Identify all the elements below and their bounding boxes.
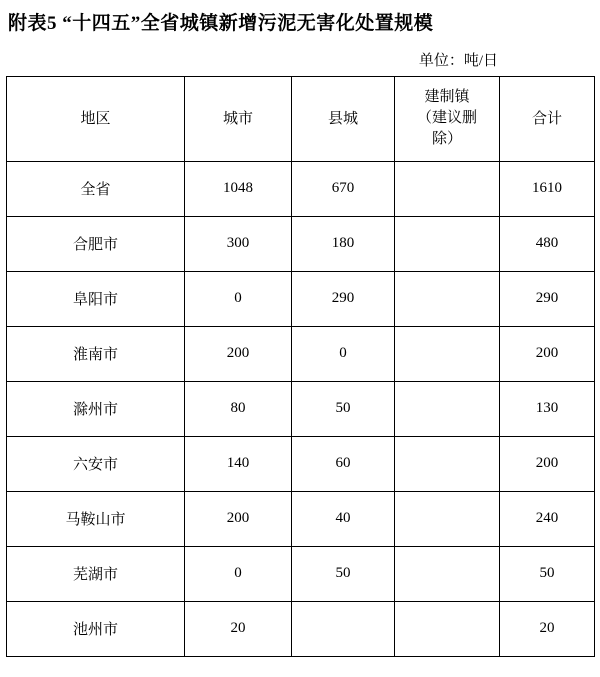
column-header-town [395,76,500,161]
cell-region: 六安市 [7,436,185,491]
table-row [7,436,595,491]
cell-county: 180 [292,216,395,271]
cell-total: 240 [500,491,595,546]
cell-county [292,601,395,656]
cell-town [395,436,500,491]
table-row [7,271,595,326]
cell-total: 480 [500,216,595,271]
column-header-city: 城市 [185,76,292,161]
cell-city: 0 [185,271,292,326]
sludge-capacity-table [6,76,595,657]
cell-region: 池州市 [7,601,185,656]
cell-county: 50 [292,381,395,436]
cell-county: 670 [292,161,395,216]
table-row [7,601,595,656]
table-row [7,491,595,546]
table-row [7,326,595,381]
column-header-total: 合计 [500,76,595,161]
column-header-town-line-1: 建制镇 [424,89,470,106]
cell-total: 130 [500,381,595,436]
cell-town [395,601,500,656]
cell-region: 马鞍山市 [7,491,185,546]
cell-region: 淮南市 [7,326,185,381]
cell-region: 滁州市 [7,381,185,436]
table-body [7,161,595,656]
cell-region: 全省 [7,161,185,216]
table-row [7,216,595,271]
cell-town [395,491,500,546]
cell-total: 200 [500,436,595,491]
table-row [7,161,595,216]
unit-note: 单位：吨/日 [418,52,498,69]
cell-county: 290 [292,271,395,326]
cell-total: 50 [500,546,595,601]
column-header-town-line-3: 除） [431,131,462,148]
cell-town [395,216,500,271]
cell-region: 阜阳市 [7,271,185,326]
cell-town [395,546,500,601]
cell-town [395,161,500,216]
column-header-region: 地区 [7,76,185,161]
cell-town [395,326,500,381]
cell-city: 200 [185,326,292,381]
cell-city: 80 [185,381,292,436]
cell-county: 50 [292,546,395,601]
page-title: 附表5 “十四五”全省城镇新增污泥无害化处置规模 [8,13,434,34]
cell-county: 0 [292,326,395,381]
cell-region: 合肥市 [7,216,185,271]
table-row [7,381,595,436]
cell-city: 140 [185,436,292,491]
column-header-town-line-2: （建议删 [416,110,477,127]
cell-town [395,381,500,436]
cell-city: 0 [185,546,292,601]
table-header [7,76,595,161]
table-row [7,546,595,601]
cell-total: 20 [500,601,595,656]
column-header-county: 县城 [292,76,395,161]
cell-county: 40 [292,491,395,546]
cell-total: 200 [500,326,595,381]
cell-town [395,271,500,326]
cell-county: 60 [292,436,395,491]
cell-city: 1048 [185,161,292,216]
cell-city: 300 [185,216,292,271]
cell-region: 芜湖市 [7,546,185,601]
cell-total: 290 [500,271,595,326]
table-header-row [7,76,595,161]
cell-total: 1610 [500,161,595,216]
cell-city: 200 [185,491,292,546]
cell-city: 20 [185,601,292,656]
